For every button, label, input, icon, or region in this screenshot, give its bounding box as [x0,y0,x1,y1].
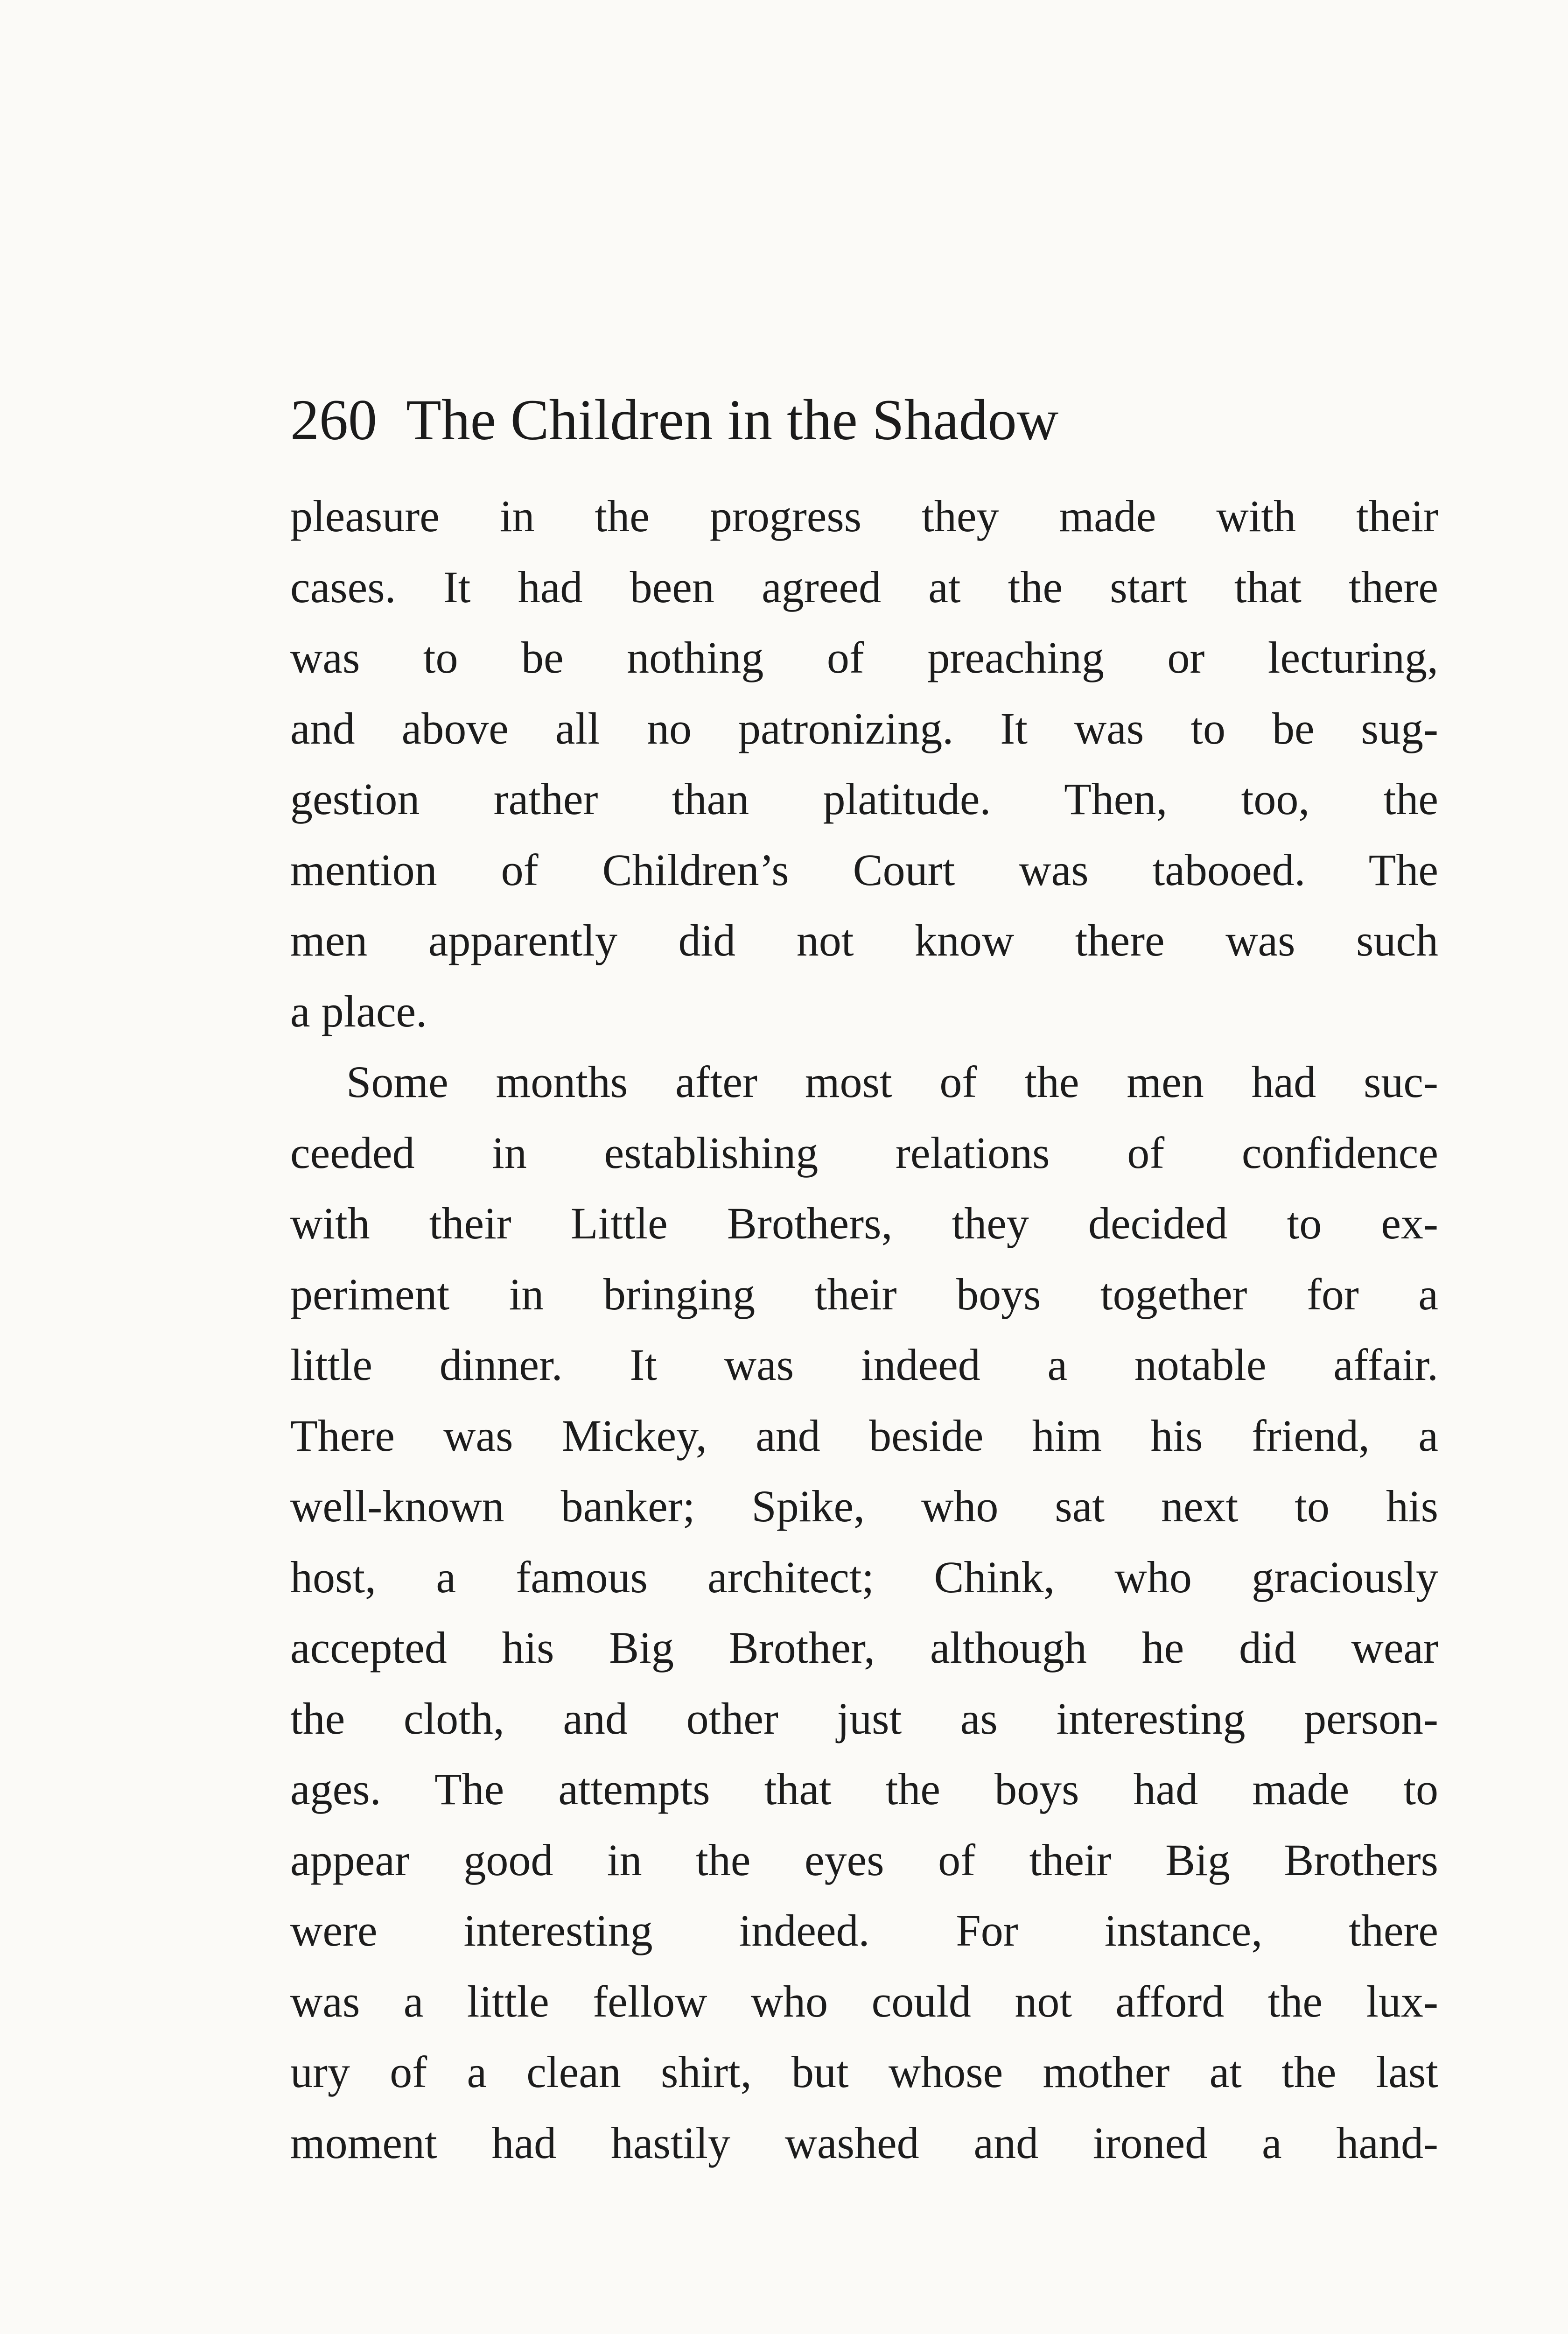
text-line: cases. It had been agreed at the start that there [290,562,1438,612]
text-line: periment in bringing their boys together for a [290,1269,1438,1319]
text-line: appear good in the eyes of their Big Brothers [290,1835,1438,1885]
text-line: the cloth, and other just as interesting person- [290,1693,1438,1743]
text-line: pleasure in the progress they made with their [290,491,1438,541]
text-line: were interesting indeed. For instance, there [290,1905,1438,1955]
text-line: There was Mickey, and beside him his friend, a [290,1410,1438,1461]
text-line: was to be nothing of preaching or lecturing, [290,633,1438,682]
page-number: 260 [290,388,377,452]
text-line: accepted his Big Brother, although he did wear [290,1623,1438,1673]
text-line: moment had hastily washed and ironed a hand- [290,2117,1438,2168]
text-line: men apparently did not know there was such [290,915,1438,965]
text-line: little dinner. It was indeed a notable affair. [290,1340,1438,1390]
text-line: well-known banker; Spike, who sat next to his [290,1481,1438,1531]
text-line: ceeded in establishing relations of confidence [290,1127,1438,1178]
running-head [290,373,1270,467]
text-line: mention of Children’s Court was tabooed. The [290,844,1438,895]
text-line: Some months after most of the men had suc- [346,1057,1438,1107]
text-line: ages. The attempts that the boys had made to [290,1764,1438,1814]
text-line: and above all no patronizing. It was to be sug- [290,703,1438,753]
text-line: ury of a clean shirt, but whose mother at the last [290,2047,1438,2097]
text-line: was a little fellow who could not afford the lux- [290,1976,1438,2026]
text-line: a place. [290,986,427,1036]
running-title: The Children in the Shadow [406,388,1059,452]
text-line: host, a famous architect; Chink, who graciously [290,1552,1438,1602]
text-line: with their Little Brothers, they decided to ex- [290,1198,1438,1248]
text-line: gestion rather than platitude. Then, too, the [290,774,1438,824]
body-text [290,481,1438,2178]
